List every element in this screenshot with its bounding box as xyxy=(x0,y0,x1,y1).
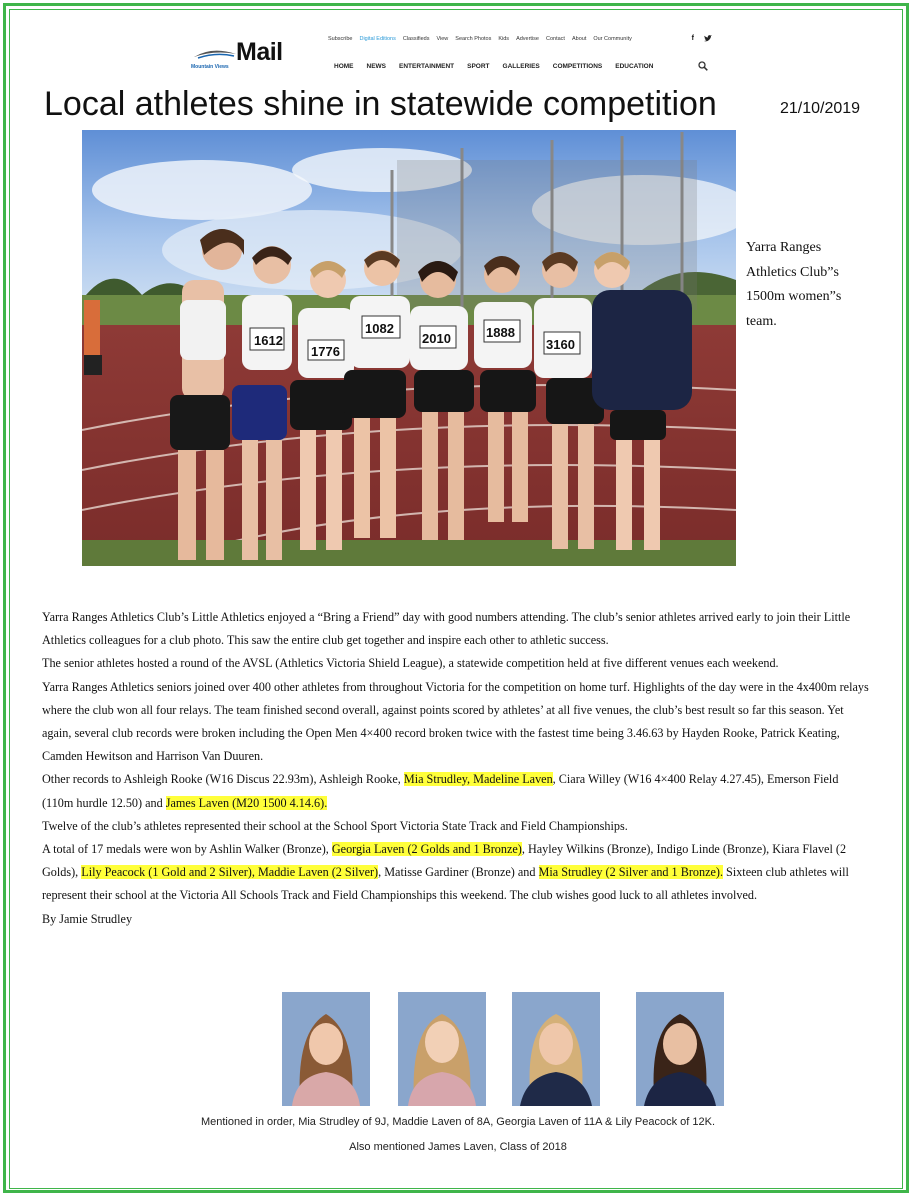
social-links xyxy=(692,35,712,44)
byline: By Jamie Strudley xyxy=(42,911,133,926)
highlighted-text: Lily Peacock (1 Gold and 2 Silver), Maddie Laven (2 Silver) xyxy=(81,865,379,880)
bib-1776: 1776 xyxy=(311,344,340,359)
util-link-subscribe[interactable]: Subscribe xyxy=(328,36,353,42)
nav-news[interactable]: NEWS xyxy=(366,63,386,70)
highlighted-text: Georgia Laven (2 Golds and 1 Bronze) xyxy=(331,842,522,857)
util-link-digital-editions[interactable]: Digital Editions xyxy=(359,36,396,42)
paragraph: Yarra Ranges Athletics Club’s Little Athletics enjoyed a “Bring a Friend” day with good numbers attending. The club’s senior athletes arrived early to join their Little Athletics colleagues for a club photo. This saw the entire club get together and inspire each other to athletic success. xyxy=(42,610,851,648)
util-link-about[interactable]: About xyxy=(571,36,587,42)
text-run: , Ciara Willey (W16 4×400 Relay 4.27.45), Emerson Field (110m hurdle 12.50) and xyxy=(42,772,839,810)
portraits-caption: Mentioned in order, Mia Strudley of 9J, Maddie Laven of 8A, Georgia Laven of 11A & Lily Peacock of 12K. xyxy=(200,1116,716,1128)
paragraph: Twelve of the club’s athletes represented their school at the School Sport Victoria State Track and Field Championships. xyxy=(42,818,628,833)
text-run: , Matisse Gardiner (Bronze) and xyxy=(378,865,539,880)
search-icon[interactable] xyxy=(698,61,708,71)
portrait-photo xyxy=(398,992,486,1106)
text-run: A total of 17 medals were won by Ashlin Walker (Bronze), xyxy=(42,842,332,857)
article-headline: Local athletes shine in statewide competition xyxy=(44,85,717,123)
masthead xyxy=(188,32,718,80)
highlighted-text: Mia Strudley, Madeline Laven xyxy=(403,772,553,787)
util-link-our-community[interactable]: Our Community xyxy=(593,36,632,42)
portrait-photo xyxy=(282,992,370,1106)
logo-subtitle: Mountain Views xyxy=(191,64,229,70)
portrait-photo xyxy=(512,992,600,1106)
nav-education[interactable]: EDUCATION xyxy=(615,63,654,70)
bib-1888: 1888 xyxy=(486,325,515,340)
bib-3160: 3160 xyxy=(546,337,575,352)
text-run: Other records to Ashleigh Rooke (W16 Discus 22.93m), Ashleigh Rooke, xyxy=(42,772,404,787)
facebook-icon[interactable]: f xyxy=(691,35,694,42)
portrait-photo xyxy=(636,992,724,1106)
nav-home[interactable]: HOME xyxy=(334,63,354,70)
text-run: Sixteen club athletes will represent their school at the Victoria All Schools Track and Field Championships this weekend. The club wishes good luck to all athletes involved. xyxy=(42,865,849,903)
util-link-classifieds[interactable]: Classifieds xyxy=(402,36,430,42)
paragraph: Yarra Ranges Athletics seniors joined over 400 other athletes from throughout Victoria for the competition on home turf. Highlights of the day were in the 4x400m relays where the club won all four relays. The team finished second overall, against points scored by athletes’ at all five venues, the club’s best result so far this season. Yet again, several club records were broken including the Open Men 4×400 record broken twice with the fastest time being 3.46.63 by Hayden Rooke, Patrick Keating, Camden Hewitson and Harrison Van Duuren. xyxy=(42,679,869,764)
twitter-icon[interactable] xyxy=(704,35,712,44)
nav-competitions[interactable]: COMPETITIONS xyxy=(552,63,603,70)
article-body xyxy=(42,606,872,931)
swoosh-icon xyxy=(194,48,236,60)
util-link-kids[interactable]: Kids xyxy=(498,36,510,42)
util-link-contact[interactable]: Contact xyxy=(546,36,565,42)
util-link-advertise[interactable]: Advertise xyxy=(516,36,539,42)
photo-caption: Yarra Ranges Athletics Club”s 1500m women”s team. xyxy=(746,240,842,329)
team-photo xyxy=(82,130,736,566)
text-run: , Hayley Wilkins (Bronze), Indigo Linde (Bronze), Kiara Flavel (2 Golds), xyxy=(42,842,847,880)
portraits-caption-secondary: Also mentioned James Laven, Class of 2018 xyxy=(349,1141,567,1153)
highlighted-text: James Laven (M20 1500 4.14.6). xyxy=(165,795,328,810)
nav-sport[interactable]: SPORT xyxy=(467,63,490,70)
bib-1082: 1082 xyxy=(365,321,394,336)
mail-logo[interactable] xyxy=(188,38,310,72)
bib-1612: 1612 xyxy=(254,333,283,348)
util-link-view[interactable]: View xyxy=(436,36,449,42)
utility-nav xyxy=(328,36,632,42)
logo-wordmark: Mail xyxy=(236,38,283,66)
main-nav xyxy=(334,63,653,70)
paragraph xyxy=(42,768,872,814)
nav-galleries[interactable]: GALLERIES xyxy=(502,63,540,70)
bib-2010: 2010 xyxy=(422,331,451,346)
nav-entertainment[interactable]: ENTERTAINMENT xyxy=(399,63,455,70)
highlighted-text: Mia Strudley (2 Silver and 1 Bronze). xyxy=(538,865,723,880)
paragraph xyxy=(42,838,872,908)
util-link-search-photos[interactable]: Search Photos xyxy=(455,36,492,42)
paragraph: The senior athletes hosted a round of the AVSL (Athletics Victoria Shield League), a statewide competition held at five different venues each weekend. xyxy=(42,656,779,671)
article-date: 21/10/2019 xyxy=(780,100,861,117)
